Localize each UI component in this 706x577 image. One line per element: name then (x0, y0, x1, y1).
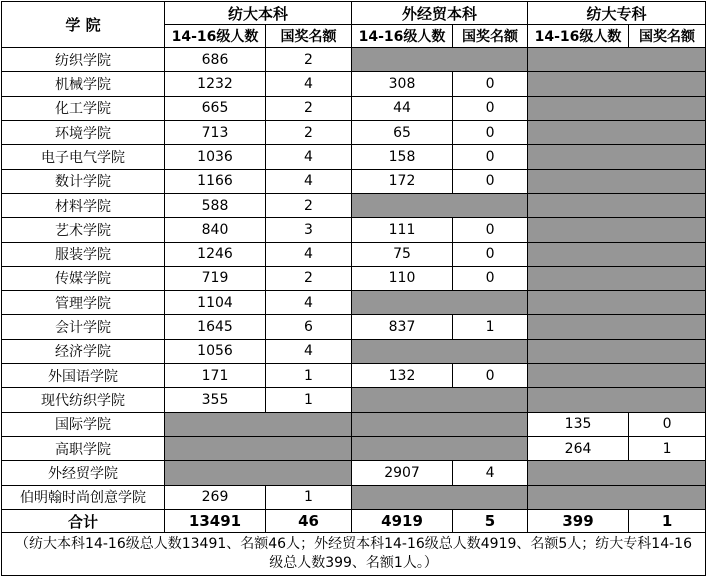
count-cell: 135 (528, 412, 629, 436)
award-cell: 0 (453, 145, 528, 169)
count-cell: 2907 (352, 461, 453, 485)
college-name-cell: 机械学院 (2, 72, 165, 96)
college-name-cell: 会计学院 (2, 315, 165, 339)
award-cell: 0 (453, 218, 528, 242)
award-cell: 4 (266, 145, 352, 169)
not-applicable-cell (528, 48, 706, 72)
table-row (2, 48, 706, 72)
not-applicable-cell (352, 485, 528, 509)
count-cell: 1645 (165, 315, 266, 339)
college-name-cell: 管理学院 (2, 291, 165, 315)
table-row (2, 437, 706, 461)
not-applicable-cell (165, 461, 352, 485)
college-name-cell: 经济学院 (2, 339, 165, 363)
college-name-cell: 电子电气学院 (2, 145, 165, 169)
award-cell: 0 (453, 266, 528, 290)
count-cell: 308 (352, 72, 453, 96)
not-applicable-cell (528, 193, 706, 217)
award-cell: 0 (453, 120, 528, 144)
not-applicable-cell (352, 437, 528, 461)
count-cell: 355 (165, 388, 266, 412)
not-applicable-cell (528, 169, 706, 193)
college-name-cell: 伯明翰时尚创意学院 (2, 485, 165, 509)
award-cell: 2 (266, 48, 352, 72)
college-name-cell: 服装学院 (2, 242, 165, 266)
not-applicable-cell (528, 266, 706, 290)
not-applicable-cell (528, 120, 706, 144)
college-name-cell: 材料学院 (2, 193, 165, 217)
count-cell: 65 (352, 120, 453, 144)
college-name-cell: 外国语学院 (2, 364, 165, 388)
award-cell: 0 (453, 72, 528, 96)
table-row (2, 145, 706, 169)
table-row (2, 169, 706, 193)
subheader-award: 国奖名额 (629, 25, 706, 48)
count-cell: 837 (352, 315, 453, 339)
not-applicable-cell (528, 315, 706, 339)
award-cell: 4 (266, 169, 352, 193)
not-applicable-cell (528, 96, 706, 120)
not-applicable-cell (352, 48, 528, 72)
subheader-count: 14-16级人数 (165, 25, 266, 48)
total-value: 4919 (352, 510, 453, 533)
group-header-waijingmao-undergrad: 外经贸本科 (352, 2, 528, 25)
award-cell: 1 (453, 315, 528, 339)
award-cell: 4 (266, 291, 352, 315)
table-row (2, 412, 706, 436)
subheader-award: 国奖名额 (266, 25, 352, 48)
not-applicable-cell (528, 218, 706, 242)
summary-note: （纺大本科14-16级总人数13491、名额46人；外经贸本科14-16级总人数4919、名额5人；纺大专科14-16级总人数399、名额1人。） (2, 533, 706, 576)
not-applicable-cell (352, 339, 528, 363)
table-row (2, 461, 706, 485)
not-applicable-cell (528, 291, 706, 315)
not-applicable-cell (528, 485, 706, 509)
not-applicable-cell (528, 72, 706, 96)
count-cell: 111 (352, 218, 453, 242)
subheader-count: 14-16级人数 (352, 25, 453, 48)
table-row (2, 291, 706, 315)
count-cell: 719 (165, 266, 266, 290)
award-cell: 4 (453, 461, 528, 485)
table-row (2, 218, 706, 242)
college-name-cell: 数计学院 (2, 169, 165, 193)
not-applicable-cell (352, 412, 528, 436)
count-cell: 264 (528, 437, 629, 461)
college-header: 学 院 (2, 2, 165, 48)
award-cell: 2 (266, 96, 352, 120)
award-cell: 0 (453, 242, 528, 266)
table-body (2, 48, 706, 510)
award-cell: 4 (266, 72, 352, 96)
award-cell: 2 (266, 266, 352, 290)
table-row (2, 315, 706, 339)
count-cell: 171 (165, 364, 266, 388)
award-cell: 3 (266, 218, 352, 242)
group-header-fangda-undergrad: 纺大本科 (165, 2, 352, 25)
group-header-fangda-junior: 纺大专科 (528, 2, 706, 25)
count-cell: 110 (352, 266, 453, 290)
subheader-award: 国奖名额 (453, 25, 528, 48)
count-cell: 75 (352, 242, 453, 266)
count-cell: 1246 (165, 242, 266, 266)
table-row (2, 120, 706, 144)
table-row (2, 266, 706, 290)
count-cell: 665 (165, 96, 266, 120)
college-name-cell: 高职学院 (2, 437, 165, 461)
total-value: 399 (528, 510, 629, 533)
count-cell: 1056 (165, 339, 266, 363)
award-cell: 2 (266, 193, 352, 217)
count-cell: 269 (165, 485, 266, 509)
award-cell: 1 (266, 485, 352, 509)
award-cell: 1 (266, 364, 352, 388)
table-row (2, 193, 706, 217)
count-cell: 1036 (165, 145, 266, 169)
total-label: 合计 (2, 510, 165, 533)
college-name-cell: 国际学院 (2, 412, 165, 436)
table-row (2, 96, 706, 120)
not-applicable-cell (352, 291, 528, 315)
award-cell: 2 (266, 120, 352, 144)
college-name-cell: 外经贸学院 (2, 461, 165, 485)
count-cell: 1166 (165, 169, 266, 193)
total-value: 13491 (165, 510, 266, 533)
college-name-cell: 现代纺织学院 (2, 388, 165, 412)
count-cell: 1104 (165, 291, 266, 315)
college-name-cell: 环境学院 (2, 120, 165, 144)
table-row (2, 72, 706, 96)
table-row (2, 364, 706, 388)
award-cell: 0 (453, 96, 528, 120)
college-name-cell: 纺织学院 (2, 48, 165, 72)
award-cell: 4 (266, 242, 352, 266)
table-row (2, 339, 706, 363)
award-cell: 0 (453, 364, 528, 388)
not-applicable-cell (528, 364, 706, 388)
college-name-cell: 化工学院 (2, 96, 165, 120)
count-cell: 588 (165, 193, 266, 217)
table-row (2, 485, 706, 509)
total-row (2, 510, 706, 533)
total-value: 1 (629, 510, 706, 533)
not-applicable-cell (352, 388, 528, 412)
award-cell: 1 (266, 388, 352, 412)
award-cell: 6 (266, 315, 352, 339)
total-value: 46 (266, 510, 352, 533)
not-applicable-cell (528, 388, 706, 412)
count-cell: 132 (352, 364, 453, 388)
count-cell: 158 (352, 145, 453, 169)
not-applicable-cell (528, 461, 706, 485)
not-applicable-cell (352, 193, 528, 217)
not-applicable-cell (528, 145, 706, 169)
college-name-cell: 传媒学院 (2, 266, 165, 290)
note-row (2, 533, 706, 576)
not-applicable-cell (528, 339, 706, 363)
count-cell: 172 (352, 169, 453, 193)
award-cell: 0 (453, 169, 528, 193)
award-cell: 1 (629, 437, 706, 461)
subheader-count: 14-16级人数 (528, 25, 629, 48)
count-cell: 686 (165, 48, 266, 72)
count-cell: 713 (165, 120, 266, 144)
not-applicable-cell (165, 412, 352, 436)
table-row (2, 242, 706, 266)
not-applicable-cell (528, 242, 706, 266)
table-row (2, 388, 706, 412)
award-cell: 4 (266, 339, 352, 363)
header-row-groups (2, 2, 706, 25)
award-cell: 0 (629, 412, 706, 436)
count-cell: 44 (352, 96, 453, 120)
count-cell: 840 (165, 218, 266, 242)
college-name-cell: 艺术学院 (2, 218, 165, 242)
total-value: 5 (453, 510, 528, 533)
count-cell: 1232 (165, 72, 266, 96)
not-applicable-cell (165, 437, 352, 461)
scholarship-quota-table (1, 1, 706, 576)
